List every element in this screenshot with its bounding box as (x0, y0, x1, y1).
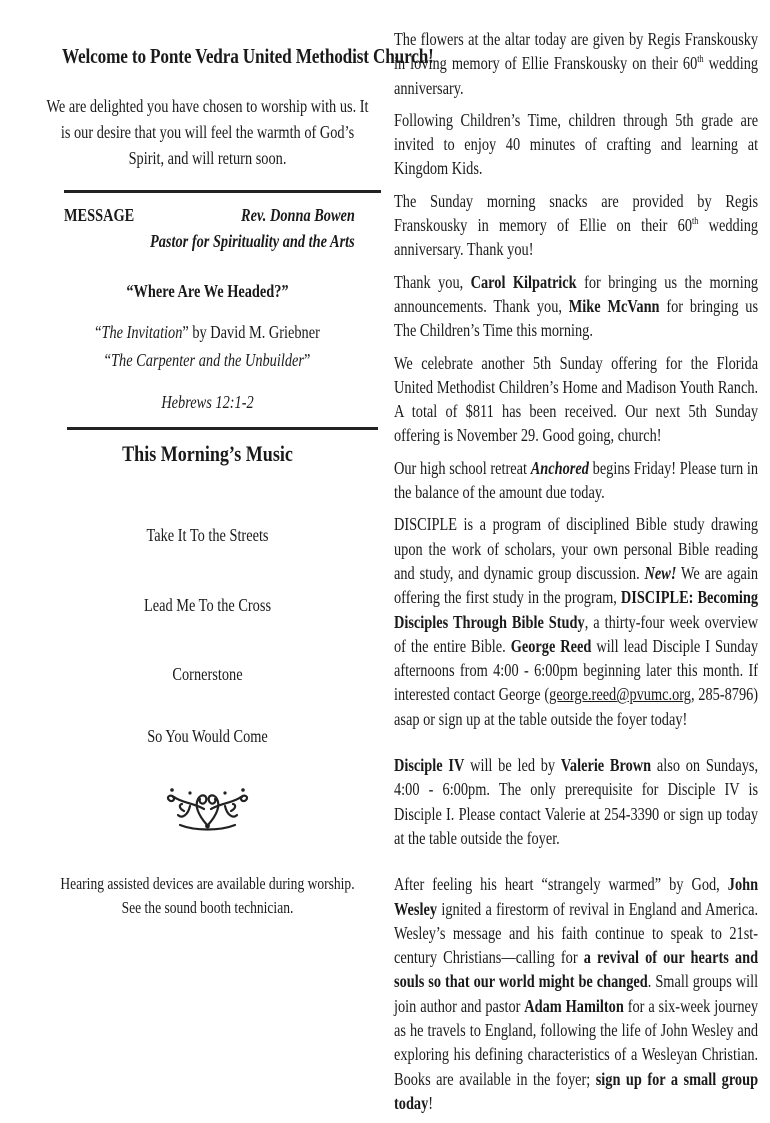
reading-2-title: The Carpenter and the Unbuilder (111, 350, 304, 370)
song-item: Take It To the Streets (146, 525, 269, 545)
message-speaker: Rev. Donna Bowen (241, 205, 355, 225)
welcome-title: Welcome to Ponte Vedra United Methodist Church! (61, 44, 434, 68)
announcement-disciple: DISCIPLE is a program of disciplined Bible study drawing upon the work of scholars, your own personal Bible reading and study, and dynamic group discussion. New! We are again offering the first study in the program, DISCIPLE: Becoming Disciples Through Bible Study, a thirty-four week overview of the entire Bible. George Reed will lead Disciple I Sunday afternoons from 4:00 - 6:00pm beginning later this month. If interested contact George (george.reed@pvumc.org, 285-8796) asap or sign up at the table outside the foyer today! (394, 514, 759, 729)
song-item: Lead Me To the Cross (143, 595, 272, 615)
reading-1-author: ” by David M. Griebner (182, 322, 320, 342)
reading-1: “The Invitation” by David M. Griebner (95, 322, 320, 342)
hearing-assistance-note (20, 872, 395, 920)
right-column (394, 27, 758, 1123)
message-speaker-role: Pastor for Spirituality and the Arts (150, 231, 355, 251)
welcome-text (10, 93, 405, 171)
announcement-kingdom-kids: Following Children’s Time, children through 5th grade are invited to enjoy 40 minutes of crafting and learning at Kingdom Kids. (394, 109, 759, 179)
announcement-snacks: The Sunday morning snacks are provided by Regis Franskousky in memory of Ellie on their 60th wedding anniversary. Thank you! (394, 190, 759, 260)
welcome-text-body: We are delighted you have chosen to worship with us. It is our desire that you will feel the warmth of God’s Spirit, and will return soon. (46, 96, 369, 168)
email-link[interactable]: george.reed@pvumc.org (549, 684, 691, 705)
music-heading: This Morning’s Music (122, 441, 293, 466)
divider (64, 190, 381, 193)
reading-2: “The Carpenter and the Unbuilder” (104, 350, 311, 370)
announcement-fifth-sunday-offering: We celebrate another 5th Sunday offering for the Florida United Methodist Children’s Home and Madison Youth Ranch. A total of $811 has been received. Our next 5th Sunday offering is November 29. Good going, church! (394, 352, 759, 446)
announcement-disciple-iv: Disciple IV will be led by Valerie Brown also on Sundays, 4:00 - 6:00pm. The only prerequisite for Disciple IV is Disciple I. Please contact Valerie at 254-3390 or sign up today at the table outside the foyer. (394, 755, 759, 848)
reading-1-title: The Invitation (101, 322, 183, 342)
announcement-flowers: The flowers at the altar today are given by Regis Franskousky in loving memory of Ellie Franskousky on their 60th wedding anniversary. (394, 29, 759, 98)
song-item: So You Would Come (147, 726, 268, 746)
sermon-title: “Where Are We Headed?” (126, 281, 289, 301)
song-item: Cornerstone (172, 664, 243, 684)
announcement-thanks: Thank you, Carol Kilpatrick for bringing us the morning announcements. Thank you, Mike McVann for bringing us The Children’s Time this morning. (394, 271, 759, 341)
divider (67, 427, 378, 430)
announcement-retreat: Our high school retreat Anchored begins Friday! Please turn in the balance of the amount due today. (394, 457, 759, 503)
flourish-ornament-icon (160, 781, 255, 833)
message-label: MESSAGE (64, 205, 135, 225)
hearing-note-text: Hearing assisted devices are available during worship. See the sound booth technician. (60, 874, 355, 917)
scripture-reference: Hebrews 12:1-2 (161, 392, 254, 412)
announcement-wesley: After feeling his heart “strangely warmed” by God, John Wesley ignited a firestorm of revival in England and America. Wesley’s message and his faith continue to speak to 21st-century Christians—calling for a revival of our hearts and souls so that our world might be changed. Small groups will join author and pastor Adam Hamilton for a six-week journey as he travels to England, following the life of John Wesley and exploring his defining characteristics of a Wesleyan Christian. Books are available in the foyer; sign up for a small group today! (394, 874, 759, 1113)
